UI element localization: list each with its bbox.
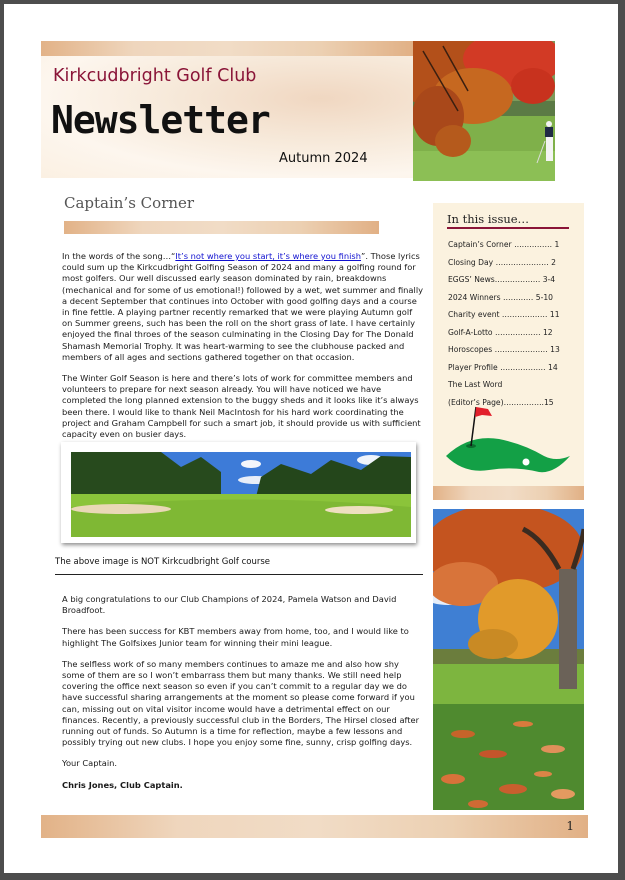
page-number: 1 (566, 819, 574, 833)
intro-text: In the words of the song…“ (62, 251, 176, 261)
toc-item[interactable]: Charity event ……………… 11 (448, 310, 560, 319)
golf-course-illustration (71, 452, 411, 537)
paragraph-success: There has been success for KBT members away from home, too, and I would like to highlight The Golfsixes Junior team for winning their mini league. (62, 626, 409, 648)
autumn-tree-golf-course-photo (433, 509, 584, 810)
autumn-tree-illustration (433, 509, 584, 810)
footer-band (41, 815, 588, 838)
sidebar-title: In this issue… (447, 212, 530, 226)
sidebar-title-rule (447, 227, 569, 229)
newsletter-page (4, 4, 618, 873)
autumn-leaves-golfer-photo (413, 41, 555, 181)
paragraph-volunteers: The selfless work of so many members continues to amaze me and also how shy some of them are so I won’t embarrass them but many thanks. We still need help covering the office next season so even if you can’t commit to a regular day we do have successful sharing arrangements at the moment so please come forward if you can, missing out on vital visitor income would have a detrimental effect on our finances. Recently, a previously successful club in the Borders, The Hirsel closed after running out of funds. So Autumn is a time for reflection, maybe a few lessons and possibly trying out new clubs. I hope you enjoy some fine, sunny, crisp golfing days. (62, 658, 420, 748)
article-body-bottom (62, 594, 424, 801)
article-body-top (62, 251, 424, 450)
section-title-band (64, 221, 379, 234)
autumn-golfer-illustration (413, 41, 555, 181)
toc-item[interactable]: The Last Word (448, 380, 503, 389)
toc-item[interactable]: Horoscopes ………………… 13 (448, 345, 560, 354)
intro-text-rest: ”. Those lyrics could sum up the Kirkcudbright Golfing Season of 2024 and many a golfing round for most golfers. Our well discussed early season dominated by rain, breakdowns (mechanical and for some of us emotional!) followed by a wet, wet summer and finally a decent September that continues into October with good golfing days and a course in fine fettle. A playing partner recently remarked that we were playing Autumn golf on Summer greens, such has been the roll on the short grass of late. I have certainly enjoyed the final throes of the season culminating in the Closing Day for The Donald Shamash Memorial Trophy. It was heart-warming to see the clubhouse packed and members of all ages and sections gathered together on that occasion. (62, 251, 424, 362)
header-top-band (41, 41, 414, 56)
newsletter-title: Newsletter (51, 98, 270, 142)
paragraph-winter-season: The Winter Golf Season is here and there’s lots of work for committee members and volunteers to prepare for next season already. You will have noticed we have completed the long planned extension to the buggy sheds and it looks like it’s always been there. I would like to thank Neil MacIntosh for his hard work coordinating the project and Graham Campbell for such a smart job, it should provide us with sufficient capacity even on busier days. (62, 373, 421, 440)
toc-item[interactable]: (Editor’s Page)…………….15 (448, 397, 554, 407)
section-title-captains-corner: Captain’s Corner (64, 194, 195, 212)
club-name: Kirkcudbright Golf Club (53, 66, 257, 86)
paragraph-intro (62, 251, 424, 363)
masthead (41, 56, 414, 178)
issue-date: Autumn 2024 (279, 151, 368, 166)
sidebar-bottom-band (433, 486, 584, 500)
image-caption: The above image is NOT Kirkcudbright Golf course (55, 557, 271, 567)
signoff: Your Captain. (62, 758, 118, 769)
golf-course-panorama-photo (71, 452, 411, 537)
song-link[interactable]: It’s not where you start, it’s where you finish (175, 251, 362, 261)
toc-item[interactable]: 2024 Winners ………… 5-10 (448, 292, 554, 302)
toc-item[interactable]: Captain’s Corner …………… 1 (448, 240, 560, 249)
toc-item[interactable]: EGGS’ News……………… 3-4 (448, 275, 556, 284)
signature: Chris Jones, Club Captain. (62, 779, 183, 790)
toc-item[interactable]: Golf-A-Lotto ……………… 12 (448, 327, 553, 337)
toc-item[interactable]: Player Profile ……………… 14 (448, 362, 558, 372)
divider-line (55, 574, 423, 575)
golf-flag-green-icon (444, 404, 572, 474)
table-of-contents (448, 236, 573, 411)
toc-item[interactable]: Closing Day ………………… 2 (448, 257, 556, 267)
paragraph-champions: A big congratulations to our Club Champions of 2024, Pamela Watson and David Broadfoot. (62, 594, 397, 616)
golf-course-photo-frame (61, 442, 416, 543)
